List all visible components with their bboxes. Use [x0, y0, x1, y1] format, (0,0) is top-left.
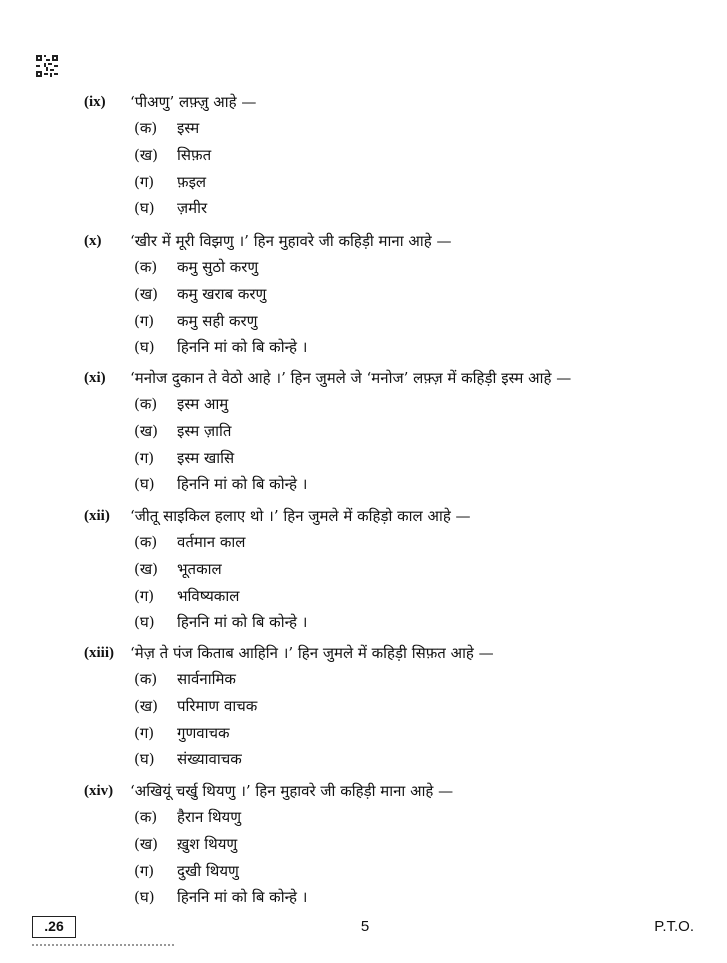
question-xiv	[0, 778, 727, 911]
question-number: (ix)	[84, 94, 106, 110]
option-label: (ख)	[134, 834, 158, 853]
option-text: इस्म ज़ाति	[177, 421, 232, 440]
option-text: हैरान थियणु	[177, 808, 242, 826]
option-gha	[0, 334, 727, 361]
option-text: वर्तमान काल	[177, 533, 246, 551]
option-text: सार्वनामिक	[177, 670, 236, 688]
option-text: कमु सही करणु	[177, 311, 258, 330]
option-ga	[0, 720, 727, 747]
option-label: (ख)	[134, 145, 158, 164]
option-kha	[0, 142, 727, 169]
option-ka	[0, 254, 727, 281]
option-text: संख्यावाचक	[177, 750, 242, 769]
option-text: दुखी थियणु	[177, 861, 239, 880]
option-label: (ख)	[134, 284, 158, 303]
please-turn-over-label: P.T.O.	[654, 918, 694, 935]
option-gha	[0, 471, 727, 498]
footer-dotted-line	[32, 944, 176, 946]
option-kha	[0, 831, 727, 858]
question-number: (xii)	[84, 508, 110, 524]
option-ga	[0, 169, 727, 196]
option-text: इस्म खासि	[177, 448, 235, 467]
option-text: इस्म आमु	[177, 395, 229, 413]
option-label: (क)	[134, 119, 158, 137]
option-text: ख़ुश थियणु	[177, 834, 238, 853]
option-label: (घ)	[134, 199, 155, 218]
option-ka	[0, 529, 727, 556]
question-number: (xiv)	[84, 783, 114, 799]
question-xi	[0, 365, 727, 498]
option-label: (घ)	[134, 338, 155, 357]
option-text: भविष्यकाल	[177, 586, 240, 605]
option-text: हिननि मां को बि कोन्हे ।	[177, 475, 308, 494]
option-label: (घ)	[134, 613, 155, 632]
question-xiii	[0, 640, 727, 773]
option-label: (ग)	[134, 586, 155, 605]
option-ka	[0, 391, 727, 418]
question-text: ‘जीतू साइकिल हलाए थो ।’ हिन जुमले में कहिड़ो काल आहे —	[130, 507, 471, 525]
option-text: गुणवाचक	[177, 723, 230, 742]
question-number: (xiii)	[84, 645, 114, 661]
question-text: ‘पीअणु’ लफ़्ज़ु आहे —	[130, 93, 257, 111]
option-text: हिननि मां को बि कोन्हे ।	[177, 338, 308, 357]
option-gha	[0, 195, 727, 222]
option-gha	[0, 884, 727, 911]
option-text: परिमाण वाचक	[177, 696, 258, 715]
qr-code-icon	[36, 55, 58, 77]
option-label: (ग)	[134, 448, 155, 467]
option-text: कमु खराब करणु	[177, 284, 267, 303]
option-text: भूतकाल	[177, 559, 222, 578]
question-number: (xi)	[84, 370, 106, 386]
option-text: हिननि मां को बि कोन्हे ।	[177, 888, 308, 907]
option-kha	[0, 418, 727, 445]
option-ka	[0, 804, 727, 831]
question-number: (x)	[84, 233, 102, 249]
option-label: (घ)	[134, 888, 155, 907]
option-text: हिननि मां को बि कोन्हे ।	[177, 613, 308, 632]
option-gha	[0, 609, 727, 636]
option-text: सिफ़त	[177, 145, 212, 164]
option-ga	[0, 583, 727, 610]
option-label: (घ)	[134, 475, 155, 494]
option-kha	[0, 556, 727, 583]
question-x	[0, 228, 727, 361]
option-label: (ग)	[134, 311, 155, 330]
question-text: ‘मनोज दुकान ते वेठो आहे ।’ हिन जुमले जे ‘मनोज’ लफ़्ज़ में कहिड़ी इस्म आहे —	[130, 369, 572, 387]
option-gha	[0, 746, 727, 773]
option-label: (क)	[134, 258, 158, 276]
option-ka	[0, 666, 727, 693]
option-text: इस्म	[177, 119, 200, 137]
option-text: फ़इल	[177, 172, 207, 191]
option-label: (क)	[134, 670, 158, 688]
option-label: (ख)	[134, 559, 158, 578]
question-xii	[0, 503, 727, 636]
option-kha	[0, 693, 727, 720]
option-ga	[0, 308, 727, 335]
option-label: (ख)	[134, 421, 158, 440]
question-text: ‘अखियूं चर्खु थियणु ।’ हिन मुहावरे जी कहिड़ी माना आहे —	[130, 782, 454, 800]
option-ka	[0, 115, 727, 142]
option-label: (घ)	[134, 750, 155, 769]
option-label: (क)	[134, 533, 158, 551]
option-label: (ग)	[134, 172, 155, 191]
question-ix	[0, 89, 727, 222]
option-label: (ग)	[134, 861, 155, 880]
option-text: ज़मीर	[177, 199, 208, 218]
option-ga	[0, 858, 727, 885]
paper-code-box: .26	[32, 916, 76, 938]
option-kha	[0, 281, 727, 308]
option-label: (ख)	[134, 696, 158, 715]
option-label: (ग)	[134, 723, 155, 742]
question-text: ‘मेज़ ते पंज किताब आहिनि ।’ हिन जुमले में कहिड़ी सिफ़त आहे —	[130, 644, 494, 662]
option-ga	[0, 445, 727, 472]
option-label: (क)	[134, 808, 158, 826]
option-label: (क)	[134, 395, 158, 413]
page-number: 5	[360, 918, 370, 935]
option-text: कमु सुठो करणु	[177, 258, 259, 276]
question-text: ‘खीर में मूरी विझणु ।’ हिन मुहावरे जी कहिड़ी माना आहे —	[130, 232, 452, 250]
